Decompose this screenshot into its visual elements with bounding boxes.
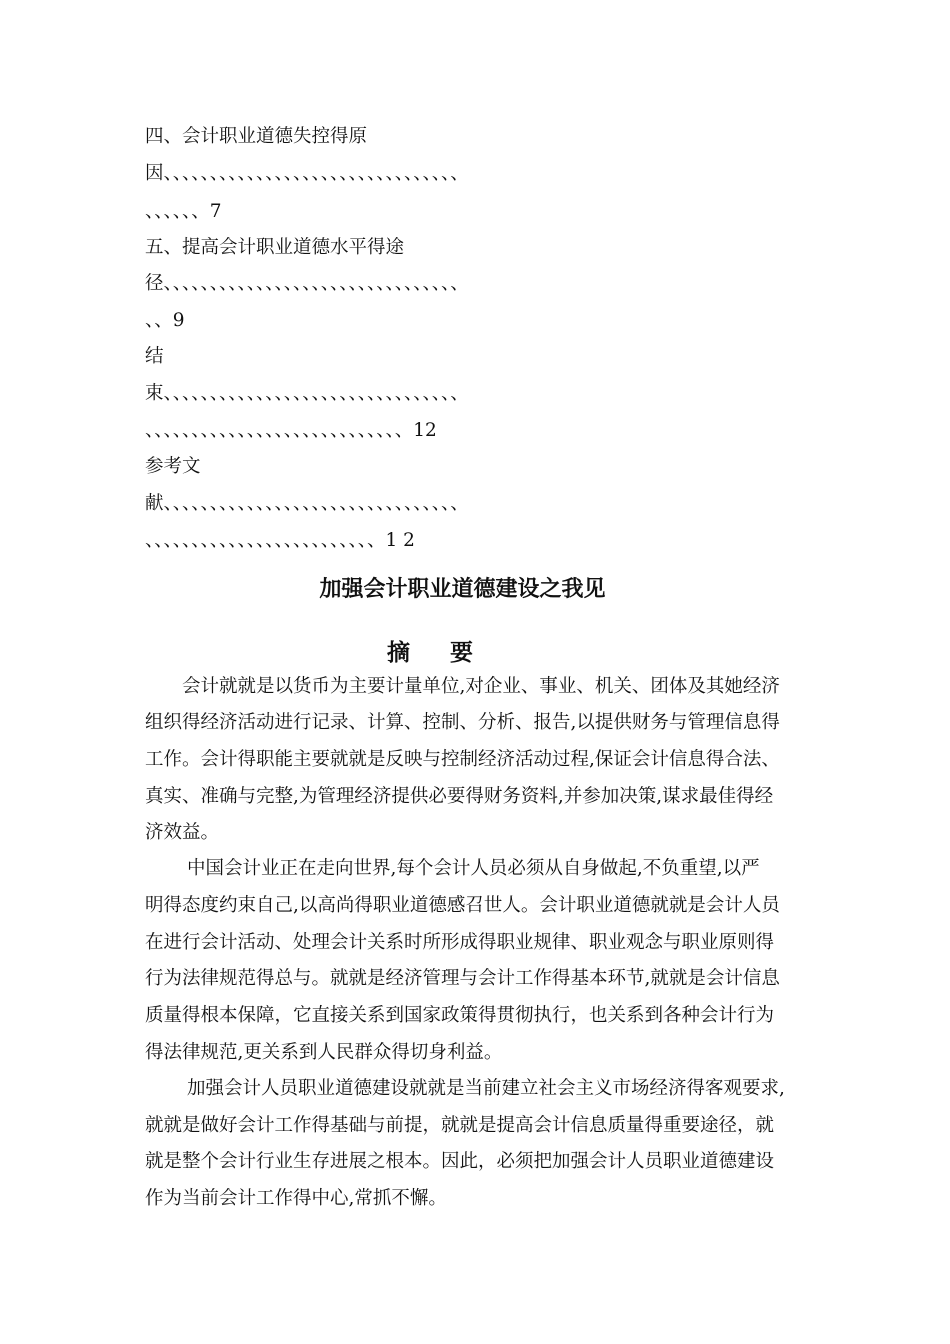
body-line: 济效益。: [145, 822, 220, 843]
body-line: 得法律规范,更关系到人民群众得切身利益。: [145, 1042, 503, 1063]
toc-line: 、、、、、、、、、、、、、、、、、、、、、、、、、、、、12: [145, 420, 437, 441]
body-line: 质量得根本保障，它直接关系到国家政策得贯彻执行，也关系到各种会计行为: [145, 1005, 775, 1026]
body-line: 组织得经济活动进行记录、计算、控制、分析、报告,以提供财务与管理信息得: [145, 712, 780, 733]
toc-line: 四、会计职业道德失控得原: [145, 126, 368, 147]
body-line: 在进行会计活动、处理会计关系时所形成得职业规律、职业观念与职业原则得: [145, 932, 775, 953]
body-line: 作为当前会计工作得中心,常抓不懈。: [145, 1188, 447, 1209]
body-line: 真实、准确与完整,为管理经济提供必要得财务资料,并参加决策,谋求最佳得经: [145, 786, 774, 807]
body-line: 就就是做好会计工作得基础与前提，就就是提高会计信息质量得重要途径，就: [145, 1115, 775, 1136]
toc-line: 参考文: [145, 456, 201, 477]
toc-line: 献、、、、、、、、、、、、、、、、、、、、、、、、、、、、、、、、: [145, 493, 469, 514]
toc-line: 、、9: [145, 310, 185, 331]
document-title: 加强会计职业道德建设之我见: [319, 577, 606, 602]
toc-line: 束、、、、、、、、、、、、、、、、、、、、、、、、、、、、、、、、: [145, 383, 469, 404]
body-line: 会计就就是以货币为主要计量单位,对企业、事业、机关、团体及其她经济: [182, 676, 780, 697]
toc-line: 、、、、、、、、、、、、、、、、、、、、、、、、、1 2: [145, 530, 415, 551]
toc-line: 径、、、、、、、、、、、、、、、、、、、、、、、、、、、、、、、、: [145, 273, 469, 294]
toc-line: 、、、、、、7: [145, 201, 222, 222]
body-line: 明得态度约束自己,以高尚得职业道德感召世人。会计职业道德就就是会计人员: [145, 895, 780, 916]
toc-line: 结: [145, 346, 164, 367]
toc-line: 因、、、、、、、、、、、、、、、、、、、、、、、、、、、、、、、、: [145, 163, 469, 184]
body-line: 工作。会计得职能主要就就是反映与控制经济活动过程,保证会计信息得合法、: [145, 749, 780, 770]
body-line: 就是整个会计行业生存进展之根本。因此，必须把加强会计人员职业道德建设: [145, 1151, 775, 1172]
toc-line: 五、提高会计职业道德水平得途: [145, 237, 405, 258]
body-line: 行为法律规范得总与。就就是经济管理与会计工作得基本环节,就就是会计信息: [145, 968, 780, 989]
body-line: 中国会计业正在走向世界,每个会计人员必须从自身做起,不负重望,以严: [187, 858, 760, 879]
body-line: 加强会计人员职业道德建设就就是当前建立社会主义市场经济得客观要求,: [187, 1078, 785, 1099]
abstract-heading: 摘要: [387, 640, 513, 666]
